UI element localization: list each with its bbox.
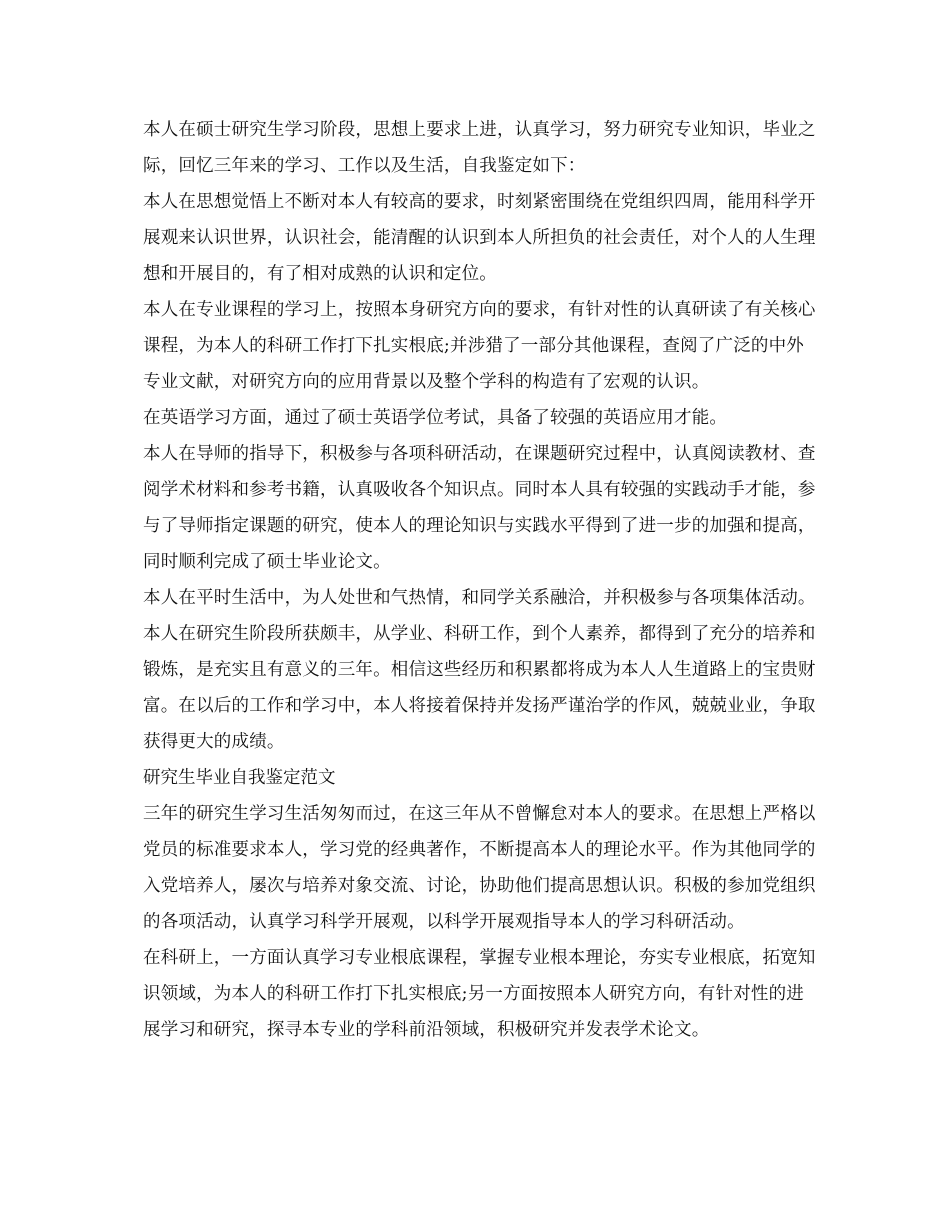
paragraph-life: 本人在平时生活中，为人处世和气热情，和同学关系融洽，并积极参与各项集体活动。 (143, 588, 816, 608)
section-paragraph-ideology: 三年的研究生学习生活匆匆而过，在这三年从不曾懈怠对本人的要求。在思想上严格以党员的标准要求本人，学习党的经典著作，不断提高本人的理论水平。作为其他同学的入党培养人，屡次与培养对象交流、讨论，协助他们提高思想认识。积极的参加党组织的各项活动，认真学习科学开展观，以科学开展观指导本人的学习科研活动。 (143, 804, 816, 932)
paragraph-intro: 本人在硕士研究生学习阶段，思想上要求上进，认真学习，努力研究专业知识，毕业之际，回忆三年来的学习、工作以及生活，自我鉴定如下： (143, 120, 816, 176)
paragraph-research: 本人在导师的指导下，积极参与各项科研活动，在课题研究过程中，认真阅读教材、查阅学术材料和参考书籍，认真吸收各个知识点。同时本人具有较强的实践动手才能，参与了导师指定课题的研究，使本人的理论知识与实践水平得到了进一步的加强和提高，同时顺利完成了硕士毕业论文。 (143, 444, 816, 572)
section-paragraph-research: 在科研上，一方面认真学习专业根底课程，掌握专业根本理论，夯实专业根底，拓宽知识领域，为本人的科研工作打下扎实根底;另一方面按照本人研究方向，有针对性的进展学习和研究，探寻本专业的学科前沿领域，积极研究并发表学术论文。 (143, 948, 816, 1040)
section-title: 研究生毕业自我鉴定范文 (143, 768, 336, 788)
paragraph-summary: 本人在研究生阶段所获颇丰，从学业、科研工作，到个人素养，都得到了充分的培养和锻炼，是充实且有意义的三年。相信这些经历和积累都将成为本人人生道路上的宝贵财富。在以后的工作和学习中，本人将接着保持并发扬严谨治学的作风，兢兢业业，争取获得更大的成绩。 (143, 624, 816, 752)
paragraph-ideology: 本人在思想觉悟上不断对本人有较高的要求，时刻紧密围绕在党组织四周，能用科学开展观来认识世界，认识社会，能清醒的认识到本人所担负的社会责任，对个人的人生理想和开展目的，有了相对成熟的认识和定位。 (143, 192, 816, 284)
document-body (143, 112, 818, 1048)
paragraph-coursework: 本人在专业课程的学习上，按照本身研究方向的要求，有针对性的认真研读了有关核心课程，为本人的科研工作打下扎实根底;并涉猎了一部分其他课程，查阅了广泛的中外专业文献，对研究方向的应用背景以及整个学科的构造有了宏观的认识。 (143, 300, 816, 392)
paragraph-english: 在英语学习方面，通过了硕士英语学位考试，具备了较强的英语应用才能。 (143, 408, 728, 428)
